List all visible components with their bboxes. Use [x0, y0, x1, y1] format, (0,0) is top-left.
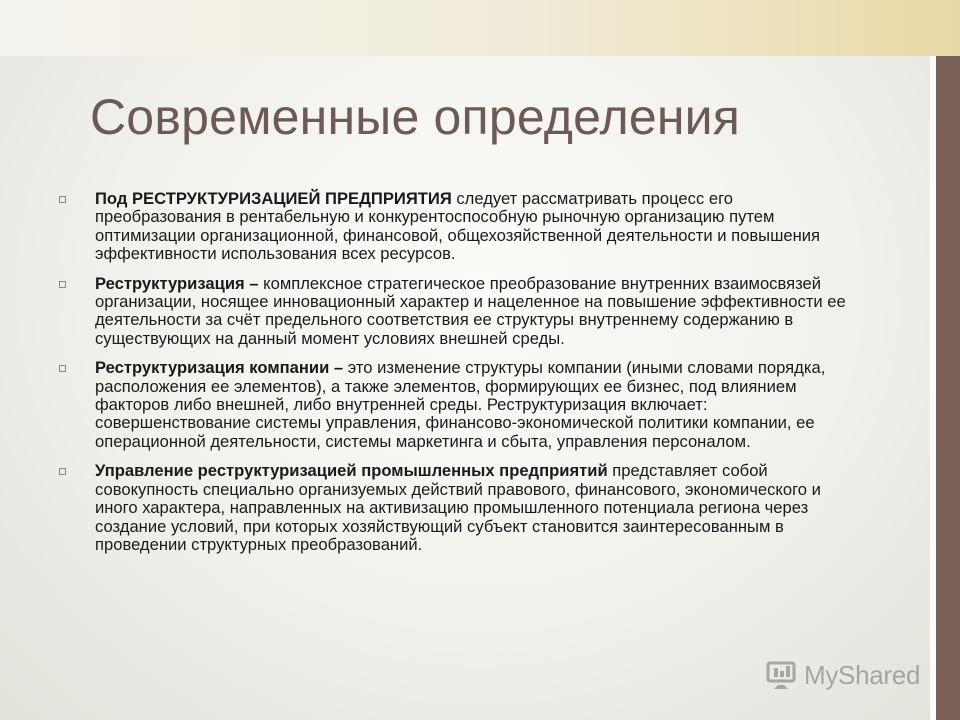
bullet-text: представляет собой совокупность специально организуемых действий правового, финансового, экономического и иного характера, направленных на активизацию промышленного потенциала региона через создание условий, при которых хозяйствующий субъект становится заинтересованным в проведении структурных преобразований. — [95, 461, 821, 554]
square-bullet-icon — [59, 468, 66, 475]
square-bullet-icon — [59, 281, 66, 288]
bullet-item — [56, 359, 856, 451]
bullet-text: это изменение структуры компании (иными словами порядка, расположения ее элементов), а также элементов, формирующих ее бизнес, под влиянием факторов либо внешней, либо внутренней среды. Реструктуризация включает: совершенствование системы управления, финансово-экономической политики компании, ее операционной деятельности, системы маркетинга и сбыта, управления персоналом. — [95, 358, 826, 451]
bullet-term: Под РЕСТРУКТУРИЗАЦИЕЙ ПРЕДПРИЯТИЯ — [95, 189, 452, 208]
bullet-text: комплексное стратегическое преобразование внутренних взаимосвязей организации, носящее инновационный характер и нацеленное на повышение эффективности ее деятельности за счёт предельного соответствия ее структуры внутреннему содержанию в существующих на данный момент условиях внешней среды. — [95, 273, 846, 348]
square-bullet-icon — [59, 196, 66, 203]
bullet-item — [56, 190, 856, 264]
myshared-logo-text: MyShared — [804, 659, 921, 690]
bullet-text: следует рассматривать процесс его преобразования в рентабельную и конкурентоспособную рыночную организацию путем оптимизации организационной, финансовой, общехозяйственной деятельности и повышения эффективности использования всех ресурсов. — [95, 189, 821, 264]
right-decor-bar — [936, 56, 960, 720]
myshared-watermark[interactable] — [766, 658, 920, 692]
slide-title: Современные определения — [90, 89, 741, 145]
bullet-list — [56, 190, 856, 565]
bullet-term: Управление реструктуризацией промышленных предприятий — [95, 461, 608, 481]
myshared-logo-icon — [766, 659, 800, 691]
bullet-term: Реструктуризация – — [95, 273, 259, 293]
bullet-item — [56, 275, 856, 349]
square-bullet-icon — [59, 365, 66, 372]
top-decor-band — [0, 0, 960, 56]
bullet-item — [56, 462, 856, 554]
bullet-term: Реструктуризация компании – — [95, 358, 344, 378]
